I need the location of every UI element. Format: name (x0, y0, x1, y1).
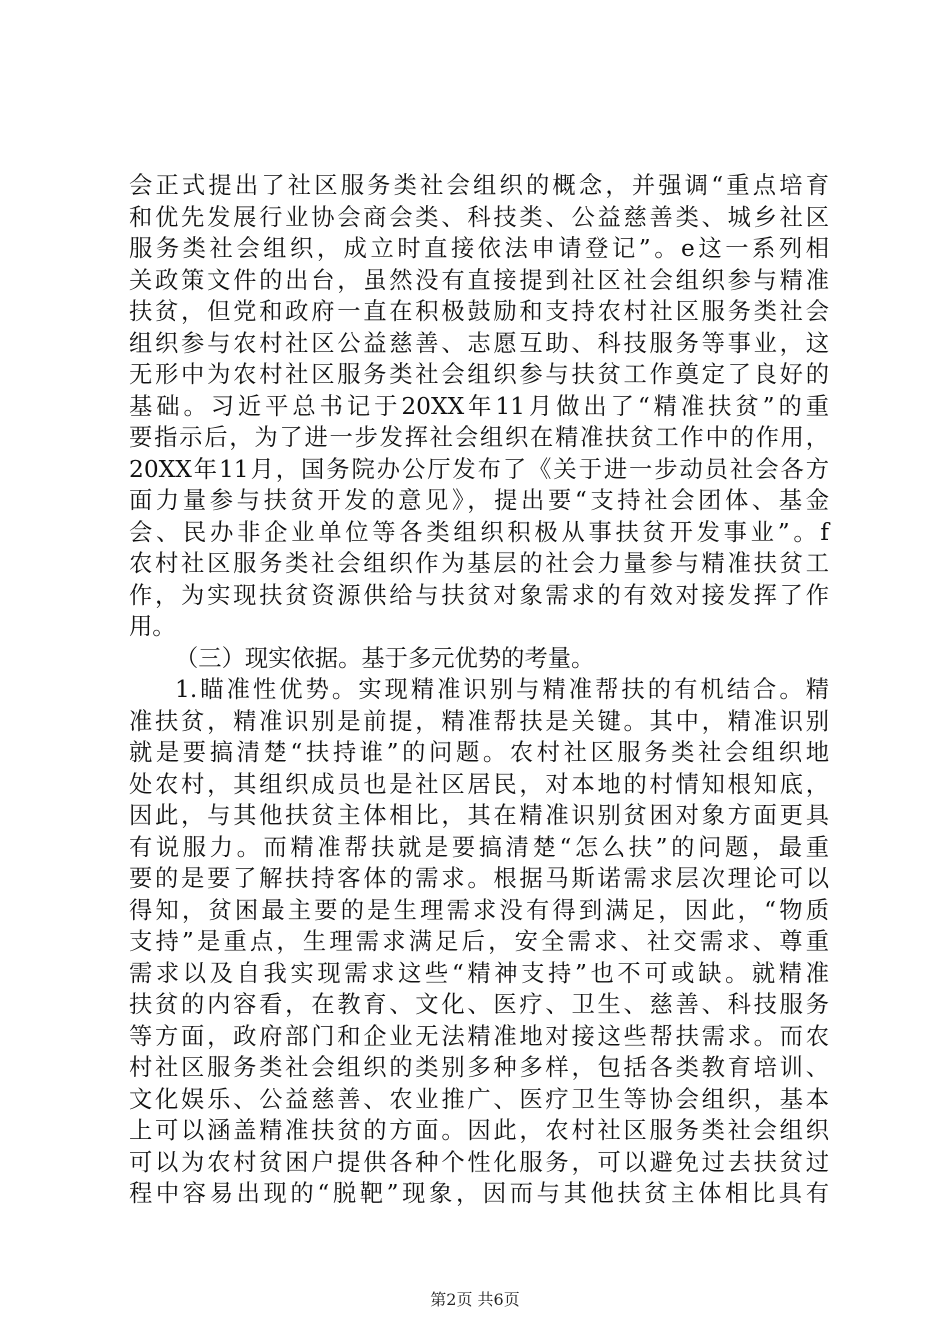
text-line: 处农村，其组织成员也是社区居民，对本地的村情知根知底， (129, 770, 829, 798)
text-line: 会正式提出了社区服务类社会组织的概念，并强调“重点培育 (129, 172, 829, 199)
text-line: 农村社区服务类社会组织作为基层的社会力量参与精准扶贫工 (129, 550, 829, 577)
text-line: 和优先发展行业协会商会类、科技类、公益慈善类、城乡社区 (129, 203, 829, 231)
text-line: 面力量参与扶贫开发的意见》，提出要“支持社会团体、基金 (129, 487, 829, 514)
text-line: 作，为实现扶贫资源供给与扶贫对象需求的有效对接发挥了作 (129, 581, 829, 609)
paragraph-targeting-advantage (129, 674, 829, 1210)
text-line: 要指示后，为了进一步发挥社会组织在精准扶贫工作中的作用， (129, 424, 829, 451)
text-line: 支持”是重点，生理需求满足后，安全需求、社交需求、尊重 (129, 928, 829, 955)
text-line: 准扶贫，精准识别是前提，精准帮扶是关键。其中，精准识别 (129, 707, 829, 735)
text-line: 组织参与农村社区公益慈善、志愿互助、科技服务等事业，这 (129, 329, 829, 357)
text-line: 无形中为农村社区服务类社会组织参与扶贫工作奠定了良好的 (129, 361, 829, 388)
text-line: 上可以涵盖精准扶贫的方面。因此，农村社区服务类社会组织 (129, 1117, 829, 1144)
text-line: 要的是要了解扶持客体的需求。根据马斯诺需求层次理论可以 (129, 865, 829, 892)
text-line: 扶贫，但党和政府一直在积极鼓励和支持农村社区服务类社会 (129, 298, 829, 325)
text-line: 可以为农村贫困户提供各种个性化服务，可以避免过去扶贫过 (129, 1148, 829, 1176)
text-line: 文化娱乐、公益慈善、农业推广、医疗卫生等协会组织，基本 (129, 1085, 829, 1113)
text-line: 得知，贫困最主要的是生理需求没有得到满足，因此，“物质 (129, 896, 829, 924)
text-line: 服务类社会组织，成立时直接依法申请登记”。e这一系列相 (129, 235, 829, 262)
text-line: 等方面，政府部门和企业无法精准地对接这些帮扶需求。而农 (129, 1022, 829, 1050)
text-line: 用。 (129, 613, 176, 640)
text-line: 就是要搞清楚“扶持谁”的问题。农村社区服务类社会组织地 (129, 739, 829, 766)
text-line: 程中容易出现的“脱靶”现象，因而与其他扶贫主体相比具有 (129, 1180, 829, 1207)
document-body (129, 170, 829, 1210)
text-line: 20XX年11月，国务院办公厅发布了《关于进一步动员社会各方 (129, 455, 829, 483)
text-line: 有说服力。而精准帮扶就是要搞清楚“怎么扶”的问题，最重 (129, 833, 829, 861)
section-heading: （三）现实依据。基于多元优势的考量。 (175, 644, 595, 672)
text-line: 基础。习近平总书记于20XX年11月做出了“精准扶贫”的重 (129, 392, 829, 420)
paragraph-policy-basis (129, 170, 829, 643)
text-line: 会、民办非企业单位等各类组织积极从事扶贫开发事业”。f (129, 518, 829, 546)
text-line: 1.瞄准性优势。实现精准识别与精准帮扶的有机结合。精 (175, 676, 829, 703)
text-line: 扶贫的内容看，在教育、文化、医疗、卫生、慈善、科技服务 (129, 991, 829, 1018)
page-number-footer: 第2页 共6页 (430, 1290, 520, 1309)
text-line: 村社区服务类社会组织的类别多种多样，包括各类教育培训、 (129, 1054, 829, 1081)
text-line: 因此，与其他扶贫主体相比，其在精准识别贫困对象方面更具 (129, 802, 829, 829)
text-line: 需求以及自我实现需求这些“精神支持”也不可或缺。就精准 (129, 959, 829, 987)
text-line: 关政策文件的出台，虽然没有直接提到社区社会组织参与精准 (129, 266, 829, 294)
